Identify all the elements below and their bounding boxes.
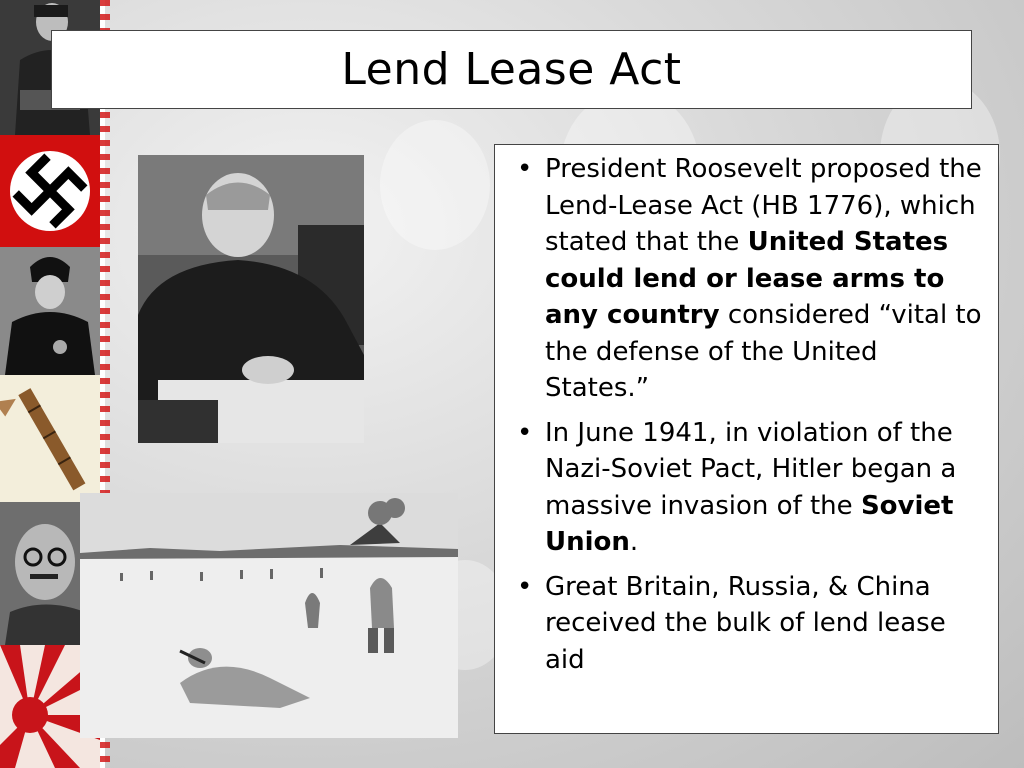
background-face (380, 120, 490, 250)
bullet-text: . (629, 527, 639, 557)
fasces-emblem-image (0, 375, 100, 502)
bullet-item (509, 151, 986, 407)
slide-title: Lend Lease Act (341, 44, 682, 95)
bullet-text: President Roosevelt proposed the Lend-Lease Act (HB 1776), which stated that the (545, 154, 982, 257)
title-box (51, 30, 972, 109)
bullet-text-bold: United States could lend or lease arms to any country (545, 227, 949, 330)
bullet-text: Great Britain, Russia, & China received the bulk of lend lease aid (545, 571, 946, 675)
soviet-soldiers-snow-photo (80, 493, 458, 738)
bullet-text-box (494, 144, 999, 734)
portrait-photo-mussolini (0, 247, 100, 375)
bullet-text: considered “vital to the defense of the United States.” (545, 300, 982, 403)
bullet-text-bold: Soviet Union (545, 490, 954, 557)
bullet-list (509, 151, 986, 678)
roosevelt-signing-photo (138, 155, 364, 443)
swastika-flag-image (0, 135, 100, 247)
bullet-item (509, 569, 986, 679)
bullet-item (509, 415, 986, 561)
bullet-text: In June 1941, in violation of the Nazi-Soviet Pact, Hitler began a massive invasion of the (545, 417, 957, 521)
